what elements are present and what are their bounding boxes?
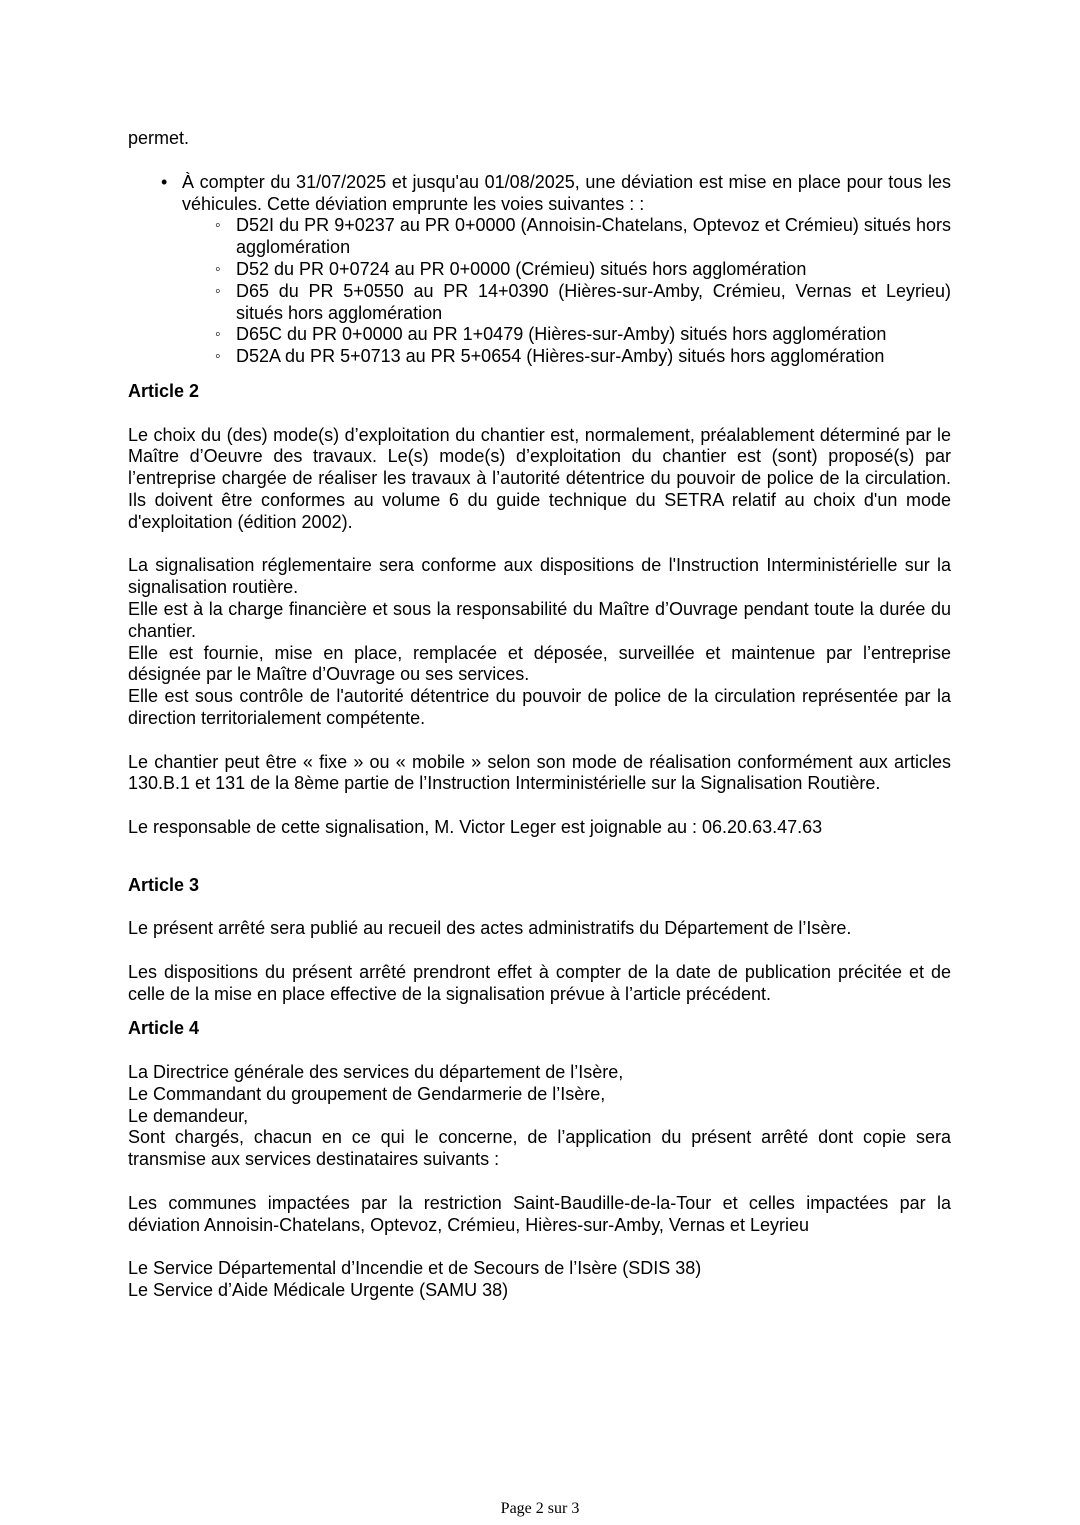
road-list (182, 215, 951, 368)
article-4-line: Le demandeur, (128, 1105, 249, 1126)
road-item: ◦ D65 du PR 5+0550 au PR 14+0390 (Hières-sur-Amby, Crémieu, Vernas et Leyrieu) situés hors agglomération (236, 281, 951, 325)
contact-line: Le responsable de cette signalisation, M. Victor Leger est joignable au : 06.20.63.47.63 (128, 816, 823, 837)
deviation-item (182, 172, 951, 368)
road-item: ◦ D52 du PR 0+0724 au PR 0+0000 (Crémieu) situés hors agglomération (236, 259, 951, 281)
deviation-text: À compter du 31/07/2025 et jusqu'au 01/08/2025, une déviation est mise en place pour tous les véhicules. Cette déviation emprunte les voies suivantes : : (182, 171, 951, 214)
document-page (128, 128, 951, 1302)
article-3-heading: Article 3 (128, 874, 200, 895)
road-item: ◦ D52I du PR 9+0237 au PR 0+0000 (Annoisin-Chatelans, Optevoz et Crémieu) situés hors agglomération (236, 215, 951, 259)
intro-fragment: permet. (128, 128, 190, 148)
article-4-paragraph: Les communes impactées par la restriction Saint-Baudille-de-la-Tour et celles impactées par la déviation Annoisin-Chatelans, Optevoz, Crémieu, Hières-sur-Amby, Vernas et Leyrieu (128, 1192, 951, 1235)
article-4-line: Sont chargés, chacun en ce qui le concerne, de l’application du présent arrêté dont copie sera transmise aux services destinataires suivants : (128, 1127, 951, 1170)
article-4-line: Le Commandant du groupement de Gendarmerie de l’Isère, (128, 1083, 606, 1104)
article-2-paragraph: Le chantier peut être « fixe » ou « mobile » selon son mode de réalisation conformément aux articles 130.B.1 et 131 de la 8ème partie de l’Instruction Interministérielle sur la Signalisation Routière. (128, 751, 951, 794)
road-item: ◦ D65C du PR 0+0000 au PR 1+0479 (Hières-sur-Amby) situés hors agglomération (236, 324, 951, 346)
page-number: Page 2 sur 3 (500, 1500, 580, 1517)
deviation-list (128, 172, 951, 368)
road-item: ◦ D52A du PR 5+0713 au PR 5+0654 (Hières-sur-Amby) situés hors agglomération (236, 346, 951, 368)
recipient-line: Le Service d’Aide Médicale Urgente (SAMU 38) (128, 1280, 509, 1301)
article-2-paragraph: Elle est à la charge financière et sous la responsabilité du Maître d’Ouvrage pendant toute la durée du chantier. (128, 598, 951, 641)
article-3-paragraph: Les dispositions du présent arrêté prendront effet à compter de la date de publication précitée et de celle de la mise en place effective de la signalisation prévue à l’article précédent. (128, 961, 951, 1004)
article-2-heading: Article 2 (128, 380, 200, 401)
recipient-line: Le Service Départemental d’Incendie et de Secours de l’Isère (SDIS 38) (128, 1258, 702, 1279)
article-3-paragraph: Le présent arrêté sera publié au recueil des actes administratifs du Département de l’Isère. (128, 918, 852, 939)
article-4-heading: Article 4 (128, 1018, 200, 1039)
article-2-paragraph: La signalisation réglementaire sera conforme aux dispositions de l'Instruction Interministérielle sur la signalisation routière. (128, 555, 951, 598)
article-2-paragraph: Elle est fournie, mise en place, remplacée et déposée, surveillée et maintenue par l’entreprise désignée par le Maître d’Ouvrage ou ses services. (128, 642, 951, 685)
article-4-line: La Directrice générale des services du département de l’Isère, (128, 1062, 624, 1083)
article-2-paragraph: Le choix du (des) mode(s) d’exploitation du chantier est, normalement, préalablement déterminé par le Maître d’Oeuvre des travaux. Le(s) mode(s) d’exploitation du chantier est (sont) proposé(s) par l’entreprise chargée de réaliser les travaux à l’autorité détentrice du pouvoir de police de la circulation. Ils doivent être conformes au volume 6 du guide technique du SETRA relatif au choix d'un mode d'exploitation (édition 2002). (128, 424, 951, 532)
article-2-paragraph: Elle est sous contrôle de l'autorité détentrice du pouvoir de police de la circulation représentée par la direction territorialement compétente. (128, 686, 951, 728)
